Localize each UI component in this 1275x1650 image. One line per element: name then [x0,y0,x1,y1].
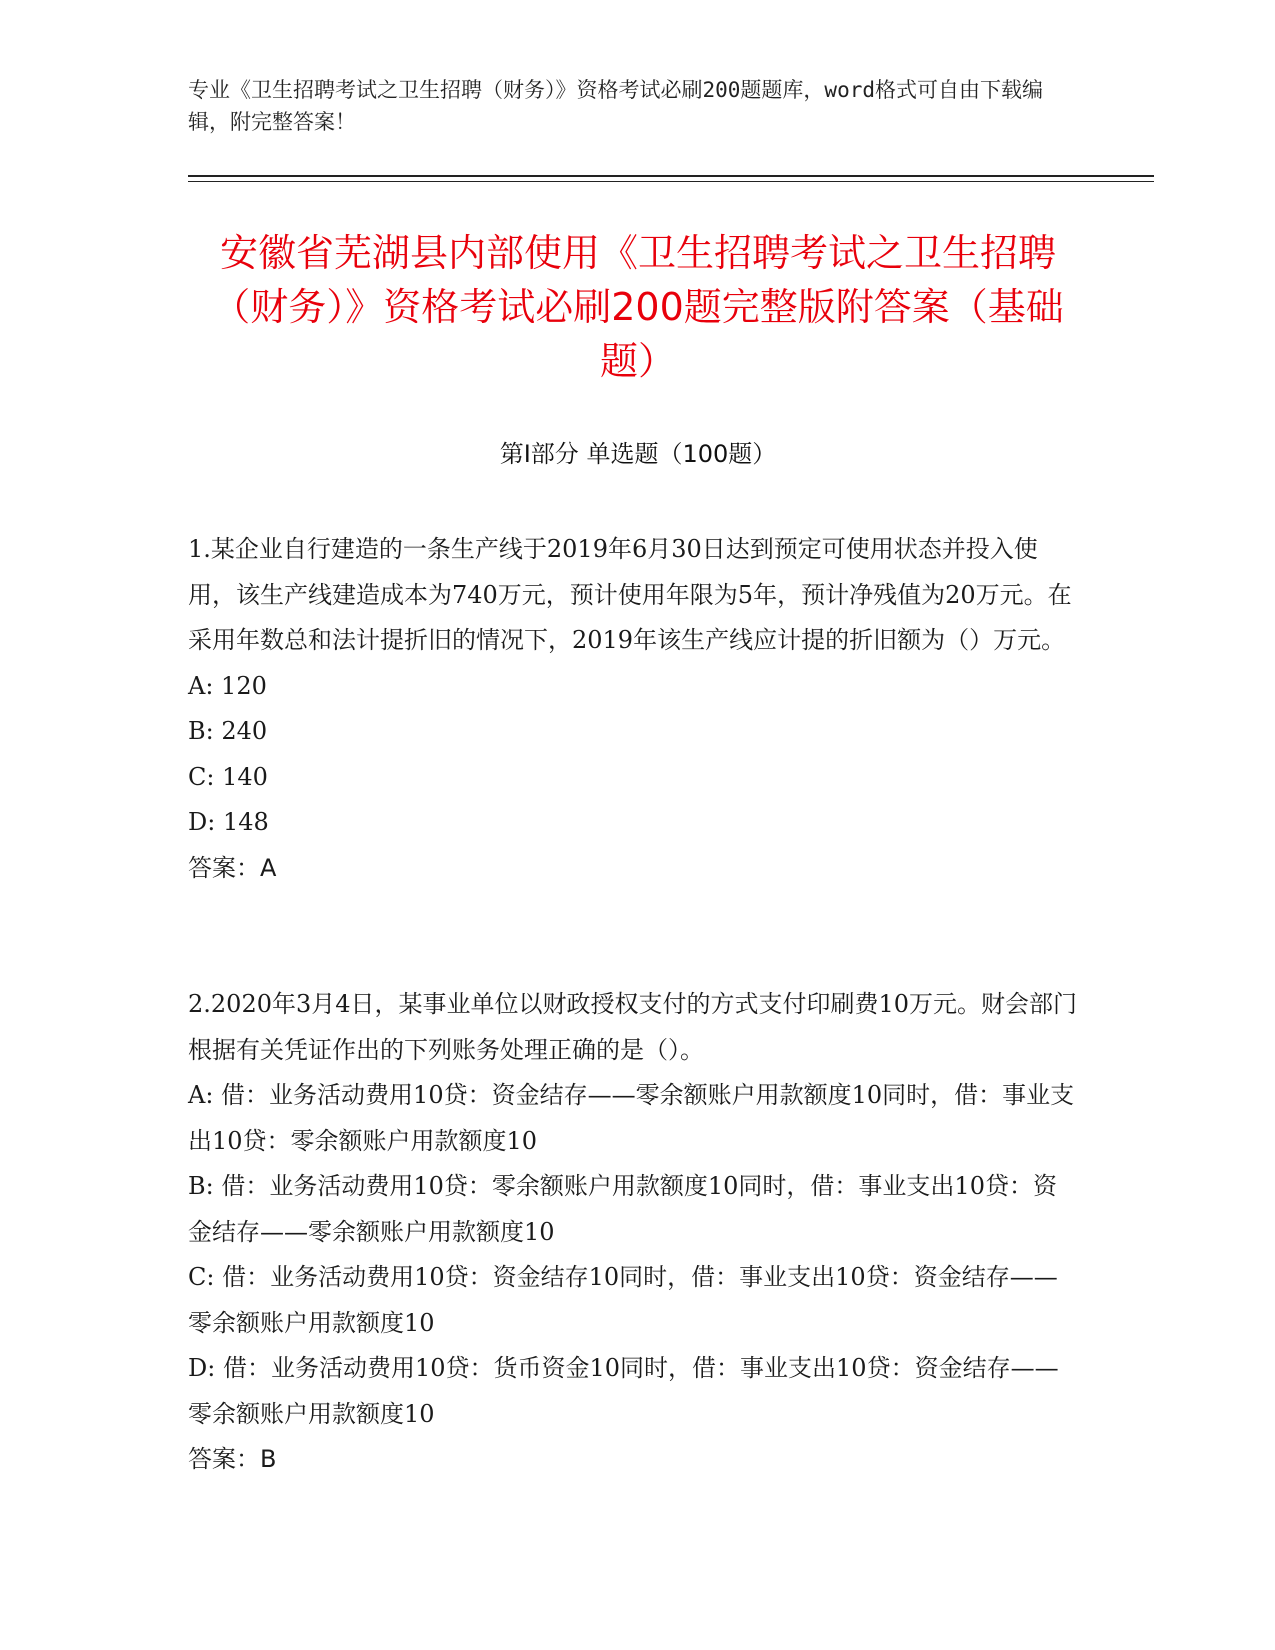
section-heading: 第Ⅰ部分 单选题（100题） [499,440,777,468]
option-c: C: 140 [188,762,268,791]
option-a: A: 借：业务活动费用10贷：资金结存——零余额账户用款额度10同时，借：事业支出10贷：零余额账户用款额度10 [188,1081,1075,1155]
header-note: 专业《卫生招聘考试之卫生招聘（财务）》资格考试必刷200题题库，word格式可自由下载编辑，附完整答案！ [188,78,1043,134]
option-c: C: 借：业务活动费用10贷：资金结存10同时，借：事业支出10贷：资金结存——零余额账户用款额度10 [188,1263,1058,1337]
answer-label: 答案：A [188,853,277,882]
document-title: 安徽省芜湖县内部使用《卫生招聘考试之卫生招聘（财务）》资格考试必刷200题完整版附答案（基础题） [212,231,1064,383]
option-a: A: 120 [188,671,267,700]
option-d: D: 借：业务活动费用10贷：货币资金10同时，借：事业支出10贷：资金结存——零余额账户用款额度10 [188,1354,1059,1428]
answer-label: 答案：B [188,1445,277,1473]
question-2 [188,982,1078,1483]
header-rule-thin [188,181,1154,182]
header-rule-thick [188,175,1154,177]
option-b: B: 240 [188,717,268,745]
question-stem: 1.某企业自行建造的一条生产线于2019年6月30日达到预定可使用状态并投入使用，该生产线建造成本为740万元，预计使用年限为5年，预计净残值为20万元。在采用年数总和法计提折旧的情况下，2019年该生产线应计提的折旧额为（）万元。 [188,535,1072,654]
question-stem: 2.2020年3月4日，某事业单位以财政授权支付的方式支付印刷费10万元。财会部门根据有关凭证作出的下列账务处理正确的是（）。 [188,990,1078,1064]
option-d: D: 148 [188,808,269,836]
question-1 [188,527,1078,891]
option-b: B: 借：业务活动费用10贷：零余额账户用款额度10同时，借：事业支出10贷：资金结存——零余额账户用款额度10 [188,1172,1057,1246]
